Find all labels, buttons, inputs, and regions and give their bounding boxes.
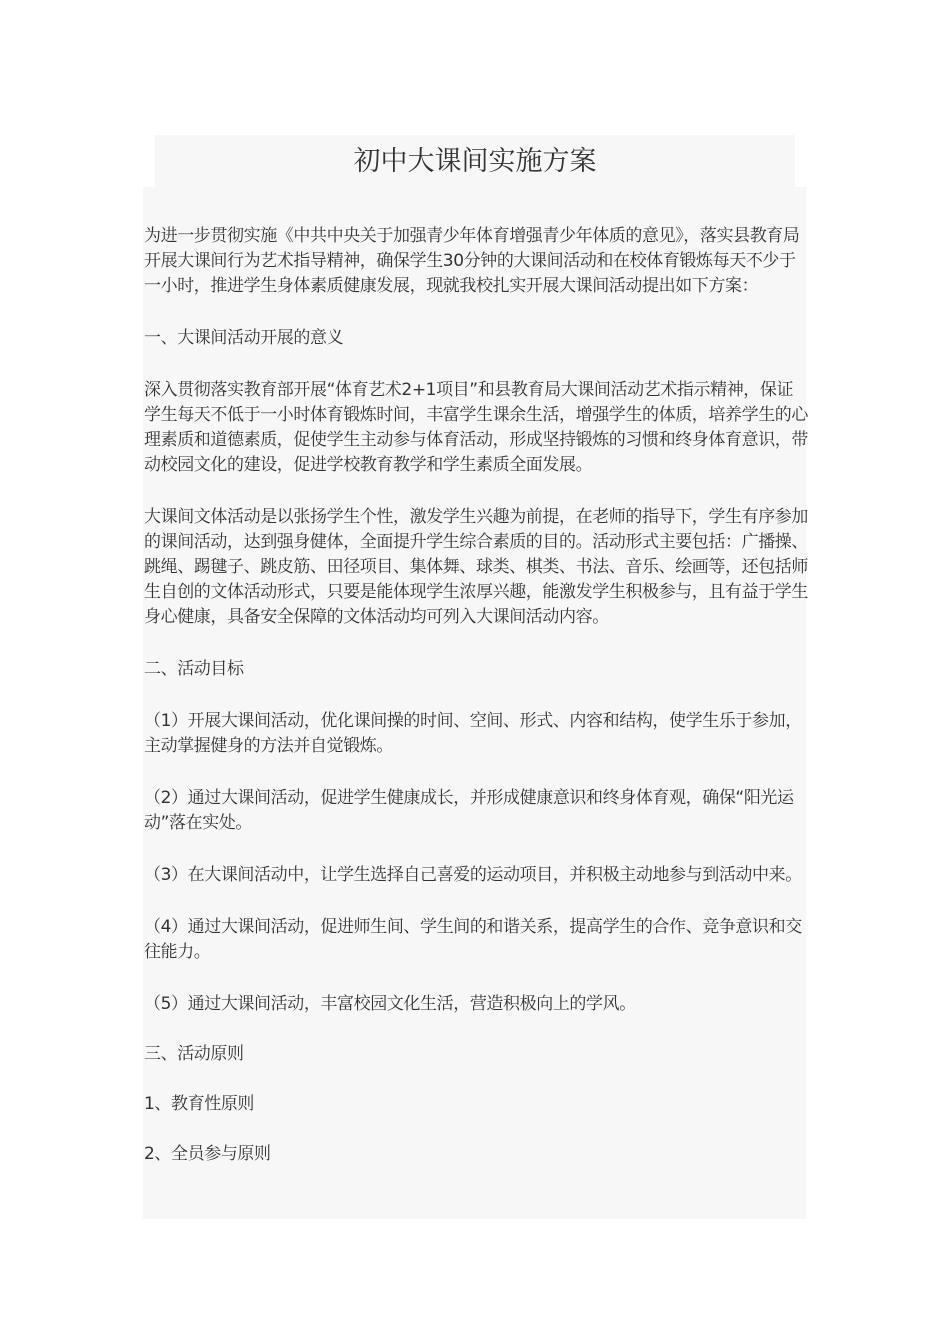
principle-item-2: 2、全员参与原则 xyxy=(144,1144,271,1164)
goal-item-2: （2）通过大课间活动，促进学生健康成长，并形成健康意识和终身体育观，确保“阳光运动”落在实处。 xyxy=(144,788,794,833)
goal-item-1: （1）开展大课间活动，优化课间操的时间、空间、形式、内容和结构，使学生乐于参加，主动掌握健身的方法并自觉锻炼。 xyxy=(144,711,802,756)
document-body xyxy=(144,224,808,1167)
intro-paragraph: 为进一步贯彻实施《中共中央关于加强青少年体育增强青少年体质的意见》，落实县教育局开展大课间行为艺术指导精神，确保学生30分钟的大课间活动和在校体育锻炼每天不少于一小时，推进学生身体素质健康发展，现就我校扎实开展大课间活动提出如下方案： xyxy=(144,226,800,296)
section-heading-significance: 一、大课间活动开展的意义 xyxy=(144,328,344,348)
paragraph-significance: 深入贯彻落实教育部开展“体育艺术2+1项目”和县教育局大课间活动艺术指示精神，保证学生每天不低于一小时体育锻炼时间，丰富学生课余生活，增强学生的体质，培养学生的心理素质和道德素质，促使学生主动参与体育活动，形成坚持锻炼的习惯和终身体育意识，带动校园文化的建设，促进学校教育教学和学生素质全面发展。 xyxy=(144,380,808,475)
section-heading-principles: 三、活动原则 xyxy=(144,1044,244,1064)
goal-item-4: （4）通过大课间活动，促进师生间、学生间的和谐关系，提高学生的合作、竞争意识和交往能力。 xyxy=(144,917,802,962)
goal-item-3: （3）在大课间活动中，让学生选择自己喜爱的运动项目，并积极主动地参与到活动中来。 xyxy=(144,865,802,885)
section-heading-goals: 二、活动目标 xyxy=(144,659,244,679)
principle-item-1: 1、教育性原则 xyxy=(144,1094,255,1114)
document-title: 初中大课间实施方案 xyxy=(353,146,597,177)
goal-item-5: （5）通过大课间活动，丰富校园文化生活，营造积极向上的学风。 xyxy=(144,994,636,1014)
paragraph-activity-forms: 大课间文体活动是以张扬学生个性，激发学生兴趣为前提，在老师的指导下，学生有序参加的课间活动，达到强身健体，全面提升学生综合素质的目的。活动形式主要包括：广播操、跳绳、踢毽子、跳皮筋、田径项目、集体舞、球类、棋类、书法、音乐、绘画等，还包括师生自创的文体活动形式，只要是能体现学生浓厚兴趣，能激发学生积极参与，且有益于学生身心健康，具备安全保障的文体活动均可列入大课间活动内容。 xyxy=(144,507,808,627)
